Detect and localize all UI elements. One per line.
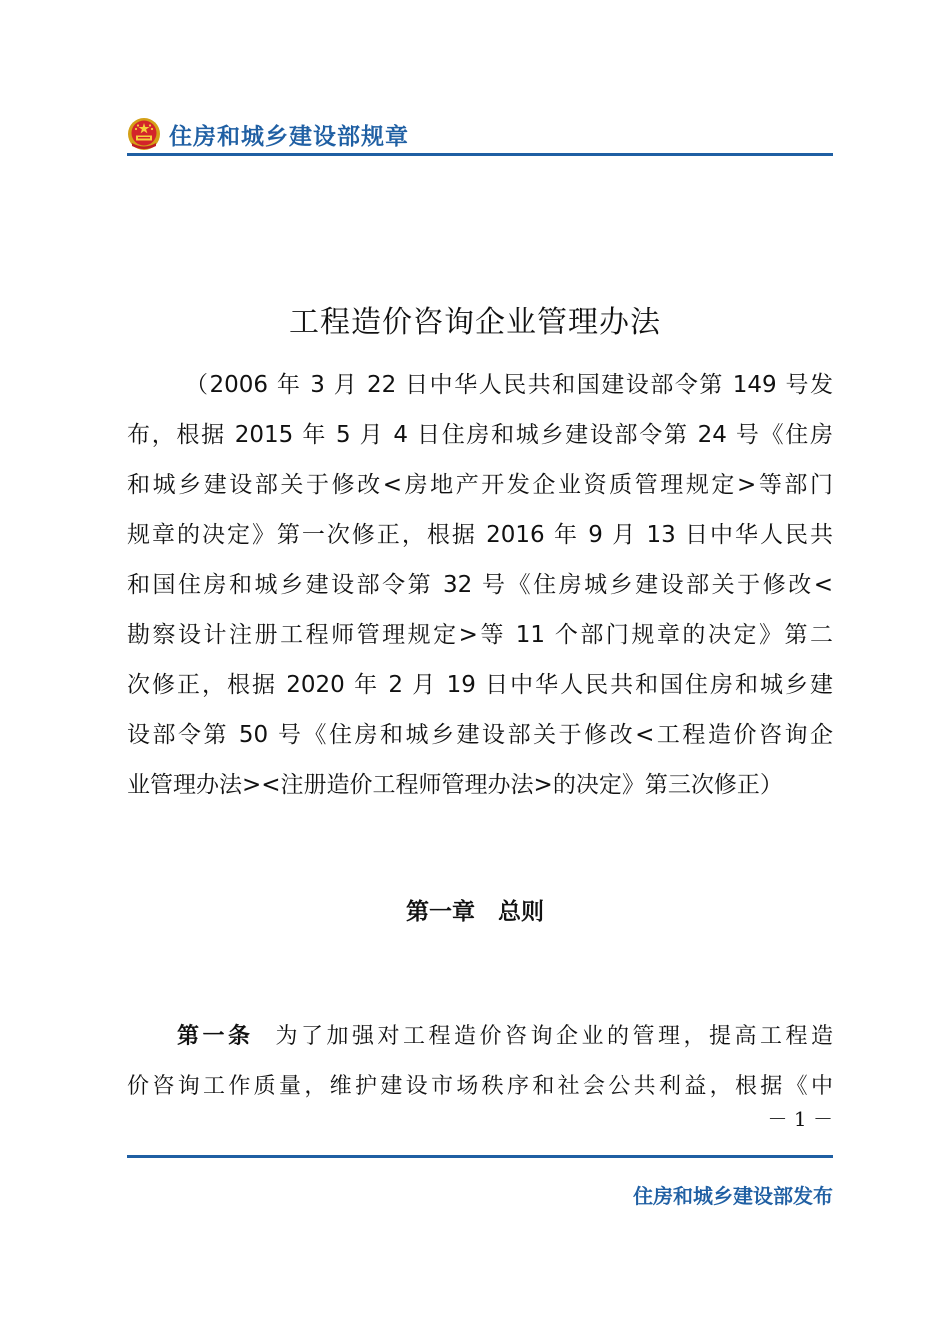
preamble-line: 布，根据 2015 年 5 月 4 日住房和城乡建设部令第 24 号《住房	[127, 422, 833, 448]
preamble-line: 和城乡建设部关于修改<房地产开发企业资质管理规定>等部门	[127, 472, 833, 498]
document-preamble	[127, 360, 833, 810]
preamble-line: 和国住房和城乡建设部令第 32 号《住房城乡建设部关于修改<	[127, 572, 833, 598]
footer-divider	[127, 1155, 833, 1158]
page-number: － 1 －	[767, 1107, 833, 1131]
footer-publisher: 住房和城乡建设部发布	[633, 1184, 833, 1208]
preamble-line: 勘察设计注册工程师管理规定>等 11 个部门规章的决定》第二	[127, 622, 833, 648]
article-line	[127, 1012, 833, 1062]
preamble-line: 规章的决定》第一次修正，根据 2016 年 9 月 13 日中华人民共	[127, 522, 833, 548]
article-text: 为了加强对工程造价咨询企业的管理，提高工程造	[275, 1024, 833, 1049]
article-line: 价咨询工作质量，维护建设市场秩序和社会公共利益，根据《中	[127, 1074, 833, 1099]
preamble-line: （2006 年 3 月 22 日中华人民共和国建设部令第 149 号发	[185, 372, 833, 398]
article-label: 第一条	[177, 1024, 254, 1049]
document-title: 工程造价咨询企业管理办法	[289, 305, 661, 340]
page-header	[127, 116, 409, 152]
national-emblem-icon	[127, 117, 161, 151]
article-body	[127, 1012, 833, 1112]
preamble-line: 次修正，根据 2020 年 2 月 19 日中华人民共和国住房和城乡建	[127, 672, 833, 698]
header-title: 住房和城乡建设部规章	[169, 123, 409, 150]
preamble-line: 设部令第 50 号《住房和城乡建设部关于修改<工程造价咨询企	[127, 722, 833, 748]
preamble-line: 业管理办法><注册造价工程师管理办法>的决定》第三次修正）	[127, 772, 783, 798]
chapter-heading: 第一章 总则	[406, 899, 544, 925]
header-divider	[127, 153, 833, 156]
